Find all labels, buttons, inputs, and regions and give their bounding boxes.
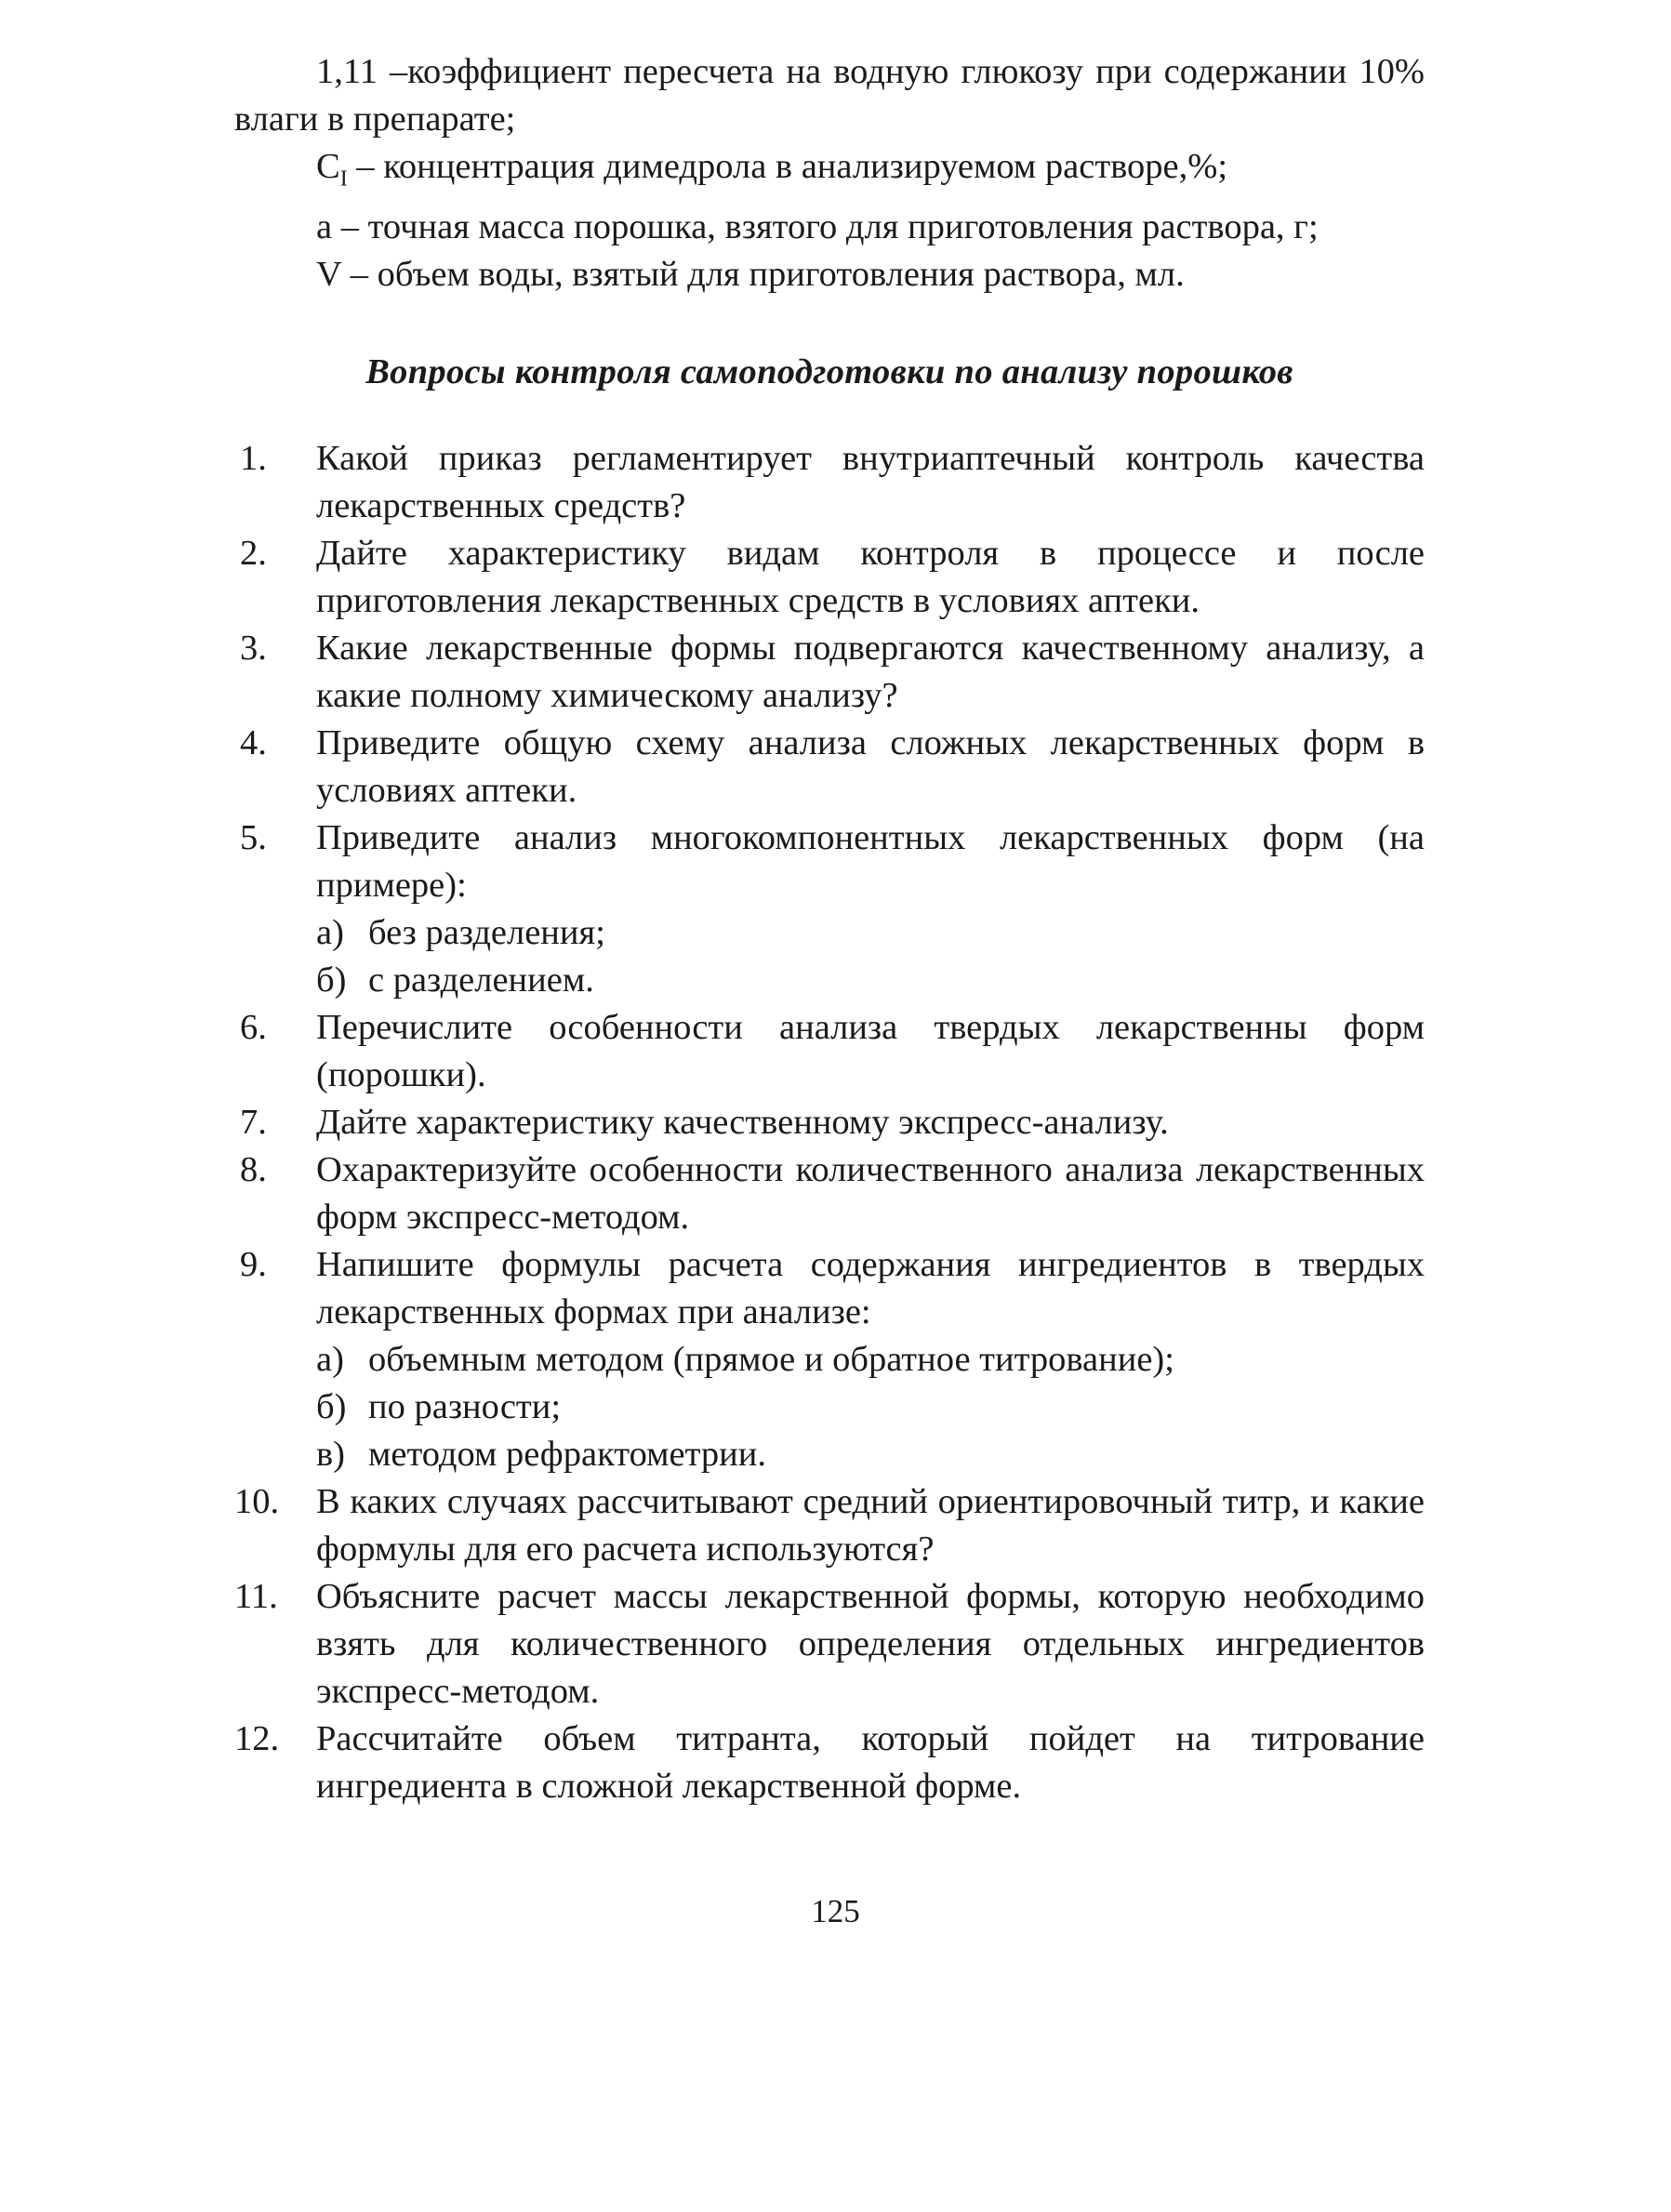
question-item [234,530,1425,625]
question-subitem [316,1336,1425,1384]
question-text: Рассчитайте объем титранта, который пойдет на титрование ингредиента в сложной лекарственной форме. [316,1718,1425,1806]
question-number: 8. [240,1149,267,1189]
section-heading: Вопросы контроля самоподготовки по анализу порошков [365,351,1293,391]
subitem-text: с разделением. [368,960,594,1000]
question-item [234,1099,1425,1146]
question-body [316,1004,1425,1099]
question-subitem [316,1384,1425,1431]
question-text: Дайте характеристику качественному экспресс-анализу. [316,1102,1169,1142]
question-body [316,530,1425,625]
question-body [316,625,1425,720]
question-item [234,1241,1425,1478]
subitem-text: объемным методом (прямое и обратное титрование); [368,1339,1174,1379]
question-body [316,435,1425,530]
question-number: 11. [234,1576,278,1616]
question-subitem [316,957,1425,1004]
question-number: 12. [234,1718,280,1758]
intro-concentration-line [234,143,1425,204]
subitem-marker: а) [316,912,344,952]
question-text: Дайте характеристику видам контроля в процессе и после приготовления лекарственных средств в условиях аптеки. [316,533,1425,620]
question-number: 1. [240,438,267,478]
question-subitem [316,1431,1425,1478]
question-number: 3. [240,628,267,668]
question-body [316,1715,1425,1810]
question-body [316,1099,1425,1146]
subitem-marker: б) [316,1386,347,1426]
question-number: 4. [240,722,267,762]
question-text: Перечислите особенности анализа твердых лекарственны форм (порошки). [316,1007,1425,1094]
question-text: Охарактеризуйте особенности количественного анализа лекарственных форм экспресс-методом. [316,1149,1425,1237]
question-body [316,720,1425,815]
question-body [316,815,1425,1004]
concentration-description: – концентрация димедрола в анализируемом растворе,%; [347,147,1228,186]
question-item [234,1478,1425,1573]
subitem-marker: б) [316,960,347,1000]
question-number: 5. [240,817,267,857]
question-item [234,1573,1425,1715]
intro-volume-line: V – объем воды, взятый для приготовления раствора, мл. [316,254,1185,294]
concentration-symbol: C [316,147,340,186]
question-item [234,625,1425,720]
question-number: 10. [234,1481,280,1521]
intro-mass-line: a – точная масса порошка, взятого для приготовления раствора, г; [316,206,1319,246]
subitem-text: без разделения; [368,912,605,952]
question-body [316,1573,1425,1715]
question-body [316,1478,1425,1573]
question-text: Приведите общую схему анализа сложных лекарственных форм в условиях аптеки. [316,722,1425,810]
subitem-text: методом рефрактометрии. [368,1434,766,1474]
concentration-subscript: I [339,166,348,192]
question-item [234,435,1425,530]
question-text: Объясните расчет массы лекарственной формы, которую необходимо взять для количественного определения отдельных ингредиентов экспресс-методом. [316,1576,1425,1711]
question-text: Напишите формулы расчета содержания ингредиентов в твердых лекарственных формах при анализе: [316,1244,1425,1331]
question-subitem [316,909,1425,957]
question-number: 9. [240,1244,267,1284]
question-item [234,815,1425,1004]
page-content [234,48,1425,1810]
questions-list [234,435,1425,1810]
question-item [234,1146,1425,1241]
intro-coefficient-line: 1,11 –коэффициент пересчета на водную глюкозу при содержании 10% влаги в препарате; [234,52,1425,139]
page-number: 125 [811,1893,860,1929]
question-text: Какой приказ регламентирует внутриаптечный контроль качества лекарственных средств? [316,438,1425,525]
question-text: Какие лекарственные формы подвергаются качественному анализу, а какие полному химическому анализу? [316,628,1425,715]
question-number: 2. [240,533,267,573]
question-number: 7. [240,1102,267,1142]
question-item [234,1715,1425,1810]
question-number: 6. [240,1007,267,1047]
question-item [234,720,1425,815]
question-text: Приведите анализ многокомпонентных лекарственных форм (на примере): [316,817,1425,905]
subitem-marker: а) [316,1339,344,1379]
question-body [316,1146,1425,1241]
question-text: В каких случаях рассчитывают средний ориентировочный титр, и какие формулы для его расчета используются? [316,1481,1425,1569]
subitem-text: по разности; [368,1386,562,1426]
question-body [316,1241,1425,1478]
question-item [234,1004,1425,1099]
subitem-marker: в) [316,1434,345,1474]
